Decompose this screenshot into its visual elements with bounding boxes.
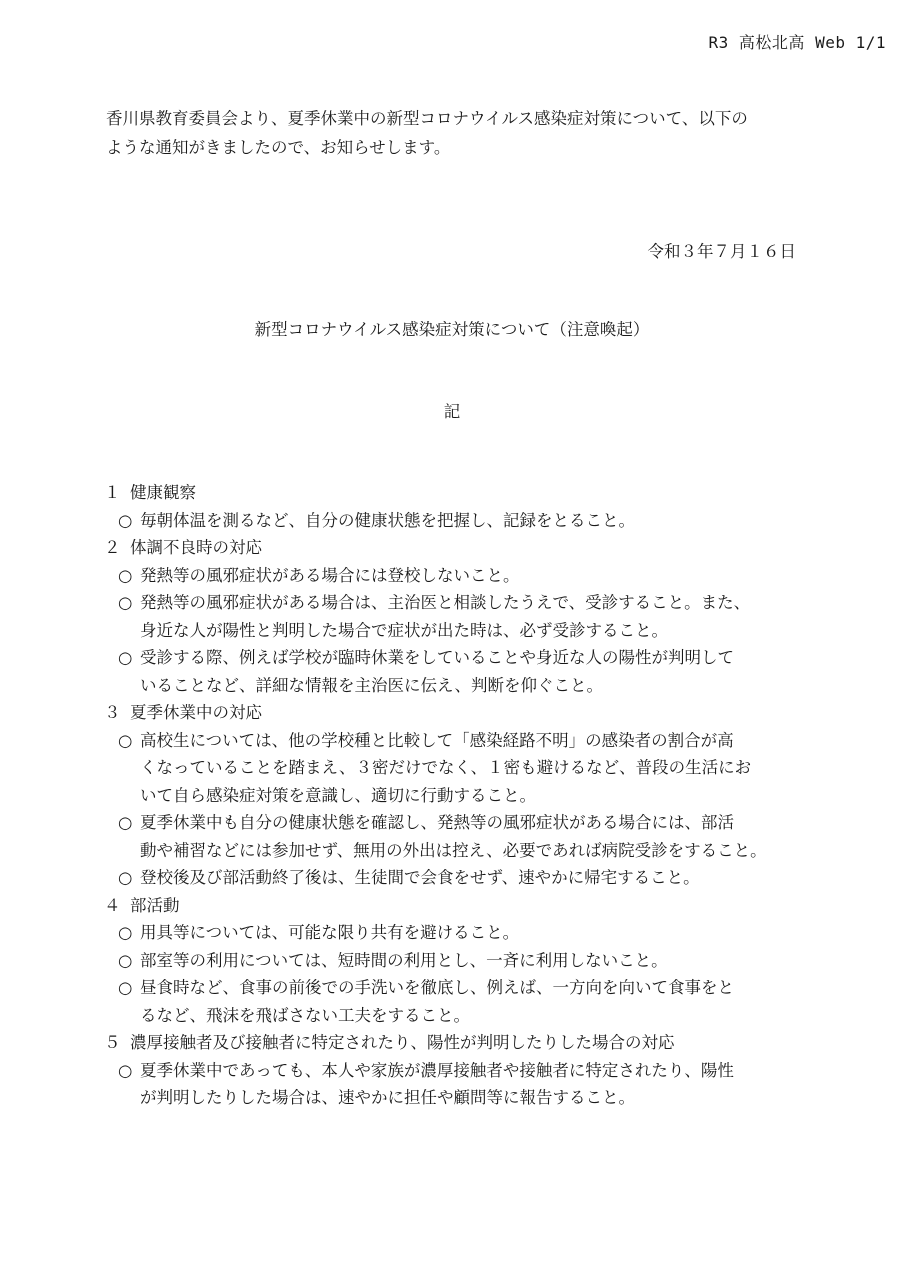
circle-bullet-icon: ○ bbox=[118, 923, 133, 942]
section-number: １ bbox=[104, 483, 121, 502]
list-item bbox=[104, 562, 804, 590]
section-title: 濃厚接触者及び接触者に特定されたり、陽性が判明したりした場合の対応 bbox=[130, 1033, 675, 1052]
section-number: ２ bbox=[104, 538, 121, 557]
list-item bbox=[104, 589, 804, 644]
section-title: 夏季休業中の対応 bbox=[130, 703, 262, 722]
list-item-line: 夏季休業中も自分の健康状態を確認し、発熱等の風邪症状がある場合には、部活 bbox=[140, 813, 734, 832]
section-heading bbox=[104, 479, 804, 507]
list-item-line: 発熱等の風邪症状がある場合は、主治医と相談したうえで、受診すること。また、 bbox=[140, 593, 751, 612]
list-item-line: るなど、飛沫を飛ばさない工夫をすること。 bbox=[140, 1005, 470, 1025]
circle-bullet-icon: ○ bbox=[118, 978, 133, 997]
list-item-line: いることなど、詳細な情報を主治医に伝え、判断を仰ぐこと。 bbox=[140, 675, 603, 695]
list-item-text bbox=[140, 727, 804, 810]
circle-bullet-icon: ○ bbox=[118, 730, 133, 750]
intro-line: ような通知がきましたので、お知らせします。 bbox=[106, 138, 451, 157]
list-item-line: 高校生については、他の学校種と比較して「感染経路不明」の感染者の割合が高 bbox=[140, 730, 734, 750]
section-heading bbox=[104, 1029, 804, 1057]
circle-bullet-icon: ○ bbox=[118, 648, 133, 667]
list-item-line: 昼食時など、食事の前後での手洗いを徹底し、例えば、一方向を向いて食事をと bbox=[140, 978, 734, 997]
intro-paragraph bbox=[106, 104, 806, 162]
section-title: 健康観察 bbox=[130, 483, 196, 502]
list-item-line: 夏季休業中であっても、本人や家族が濃厚接触者や接触者に特定されたり、陽性 bbox=[140, 1060, 734, 1080]
list-item-line: 発熱等の風邪症状がある場合には登校しないこと。 bbox=[140, 565, 520, 585]
section-title: 体調不良時の対応 bbox=[130, 538, 262, 557]
circle-bullet-icon: ○ bbox=[118, 813, 133, 832]
document-date: 令和３年７月１６日 bbox=[647, 242, 796, 261]
circle-bullet-icon: ○ bbox=[118, 510, 133, 530]
list-item-text bbox=[140, 864, 804, 892]
list-item bbox=[104, 919, 804, 947]
list-item bbox=[104, 864, 804, 892]
list-item-text bbox=[140, 507, 804, 535]
section-heading bbox=[104, 534, 804, 562]
circle-bullet-icon: ○ bbox=[118, 868, 133, 887]
list-item-line: 受診する際、例えば学校が臨時休業をしていることや身近な人の陽性が判明して bbox=[140, 648, 734, 667]
section-heading bbox=[104, 892, 804, 920]
circle-bullet-icon: ○ bbox=[118, 565, 133, 585]
section-number: ５ bbox=[104, 1033, 121, 1052]
list-item bbox=[104, 727, 804, 810]
circle-bullet-icon: ○ bbox=[118, 1060, 133, 1080]
list-item-line: 身近な人が陽性と判明した場合で症状が出た時は、必ず受診すること。 bbox=[140, 620, 668, 640]
sections-list bbox=[104, 479, 804, 1112]
list-item-text bbox=[140, 809, 804, 864]
list-item-text bbox=[140, 919, 804, 947]
list-item-text bbox=[140, 947, 804, 975]
list-item-line: くなっていることを踏まえ、３密だけでなく、１密も避けるなど、普段の生活にお bbox=[140, 758, 752, 777]
list-item-text bbox=[140, 1057, 804, 1112]
section-heading bbox=[104, 699, 804, 727]
list-item-line: いて自ら感染症対策を意識し、適切に行動すること。 bbox=[140, 785, 536, 805]
list-item-line: 部室等の利用については、短時間の利用とし、一斉に利用しないこと。 bbox=[140, 950, 668, 970]
intro-line: 香川県教育委員会より、夏季休業中の新型コロナウイルス感染症対策について、以下の bbox=[106, 109, 748, 128]
circle-bullet-icon: ○ bbox=[118, 593, 133, 612]
list-item bbox=[104, 507, 804, 535]
list-item bbox=[104, 947, 804, 975]
list-item bbox=[104, 974, 804, 1029]
list-item-text bbox=[140, 589, 804, 644]
circle-bullet-icon: ○ bbox=[118, 950, 133, 970]
section-number: ３ bbox=[104, 703, 121, 722]
list-item-text bbox=[140, 974, 804, 1029]
list-item-line: 動や補習などには参加せず、無用の外出は控え、必要であれば病院受診をすること。 bbox=[140, 840, 767, 860]
list-item bbox=[104, 1057, 804, 1112]
list-item-text bbox=[140, 562, 804, 590]
ki-heading: 記 bbox=[443, 402, 461, 421]
list-item-line: が判明したりした場合は、速やかに担任や顧問等に報告すること。 bbox=[140, 1088, 635, 1107]
section-number: ４ bbox=[104, 895, 121, 915]
section-title: 部活動 bbox=[130, 895, 180, 915]
list-item-line: 登校後及び部活動終了後は、生徒間で会食をせず、速やかに帰宅すること。 bbox=[140, 868, 700, 887]
list-item bbox=[104, 809, 804, 864]
document-code: R3 高松北高 Web 1/1 bbox=[708, 33, 886, 52]
list-item-text bbox=[140, 644, 804, 699]
document-title: 新型コロナウイルス感染症対策について（注意喚起） bbox=[254, 320, 650, 339]
list-item bbox=[104, 644, 804, 699]
list-item-line: 用具等については、可能な限り共有を避けること。 bbox=[140, 923, 520, 942]
list-item-line: 毎朝体温を測るなど、自分の健康状態を把握し、記録をとること。 bbox=[140, 510, 635, 530]
